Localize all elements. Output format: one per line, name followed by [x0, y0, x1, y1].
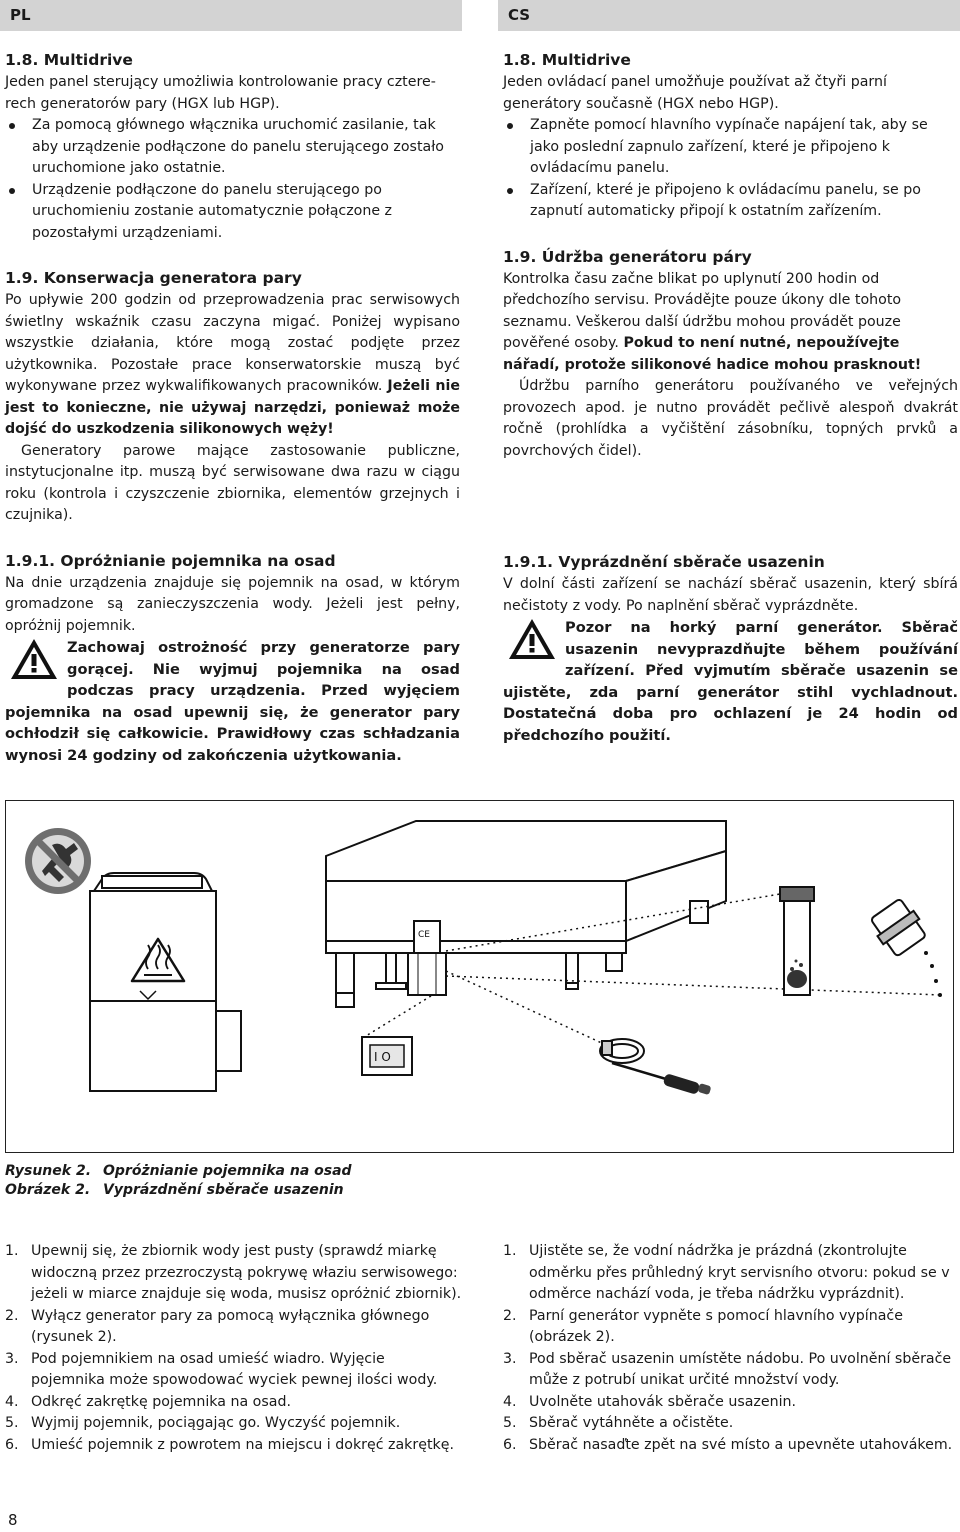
paragraph: Jeden ovládací panel umožňuje používat až čtyři parní generátory současně (HGX nebo HGP).: [503, 74, 887, 112]
language-tab-pl: [0, 0, 462, 31]
figure-caption: [5, 1162, 605, 1200]
step-item: [503, 1349, 955, 1392]
step-number: 3.: [5, 1350, 19, 1367]
steps-list-pl: [5, 1241, 463, 1456]
step-item: [503, 1241, 955, 1306]
paragraph: Generatory parowe mające zastosowanie publiczne, instytucjonalne itp. muszą być serwisowane dwa razu w ciągu roku (kontrola i czyszczenie zbiornika, elementów grzejnych i czujnika).: [5, 442, 460, 523]
step-number: 4.: [5, 1393, 19, 1410]
step-item: [5, 1392, 463, 1414]
paragraph-text: Kontrolka času začne blikat po uplynutí 200 hodin od předchozího servisu. Provádějte pouze úkony dle tohoto seznamu. Veškerou další údržbu mohou provádět pouze pověřené osoby.: [503, 270, 902, 351]
bullet-item: Za pomocą głównego włącznika uruchomić zasilanie, tak aby urządzenie podłączone do panelu sterującego zostało uruchomione jako ostatnie.: [5, 115, 460, 180]
switch-label: I O: [374, 1050, 391, 1064]
step-item: [5, 1349, 463, 1392]
step-text: Uvolněte utahovák sběrače usazenin.: [529, 1393, 797, 1410]
step-text: Wyjmij pojemnik, pociągając go. Wyczyść pojemnik.: [31, 1415, 401, 1431]
caution-block: [5, 637, 460, 766]
section-title: 1.9.1. Vyprázdnění sběrače usazenin: [503, 553, 825, 571]
step-number: 1.: [5, 1243, 19, 1259]
column-pl: [5, 48, 460, 766]
paragraph: Údržbu parního generátoru používaného ve veřejných provozech apod. je nutno provádět pečlivě alespoň dvakrát ročně (prohlídka a vyčištění zásobníku, topných prvků a povrchových čidel).: [503, 378, 958, 459]
step-text: Ujistěte se, že vodní nádržka je prázdná (zkontrolujte odměrku přes průhledný kryt servisního otvoru: pokud se v odměrce nachází voda, je třeba nádržku vyprázdnit).: [529, 1243, 950, 1302]
step-number: 5.: [5, 1415, 19, 1431]
step-number: 6.: [5, 1436, 19, 1453]
step-number: 2.: [5, 1307, 19, 1324]
step-item: [503, 1435, 955, 1457]
steam-generator-illustration: [6, 801, 952, 1151]
step-item: [503, 1413, 955, 1435]
ce-mark-label: CE: [418, 930, 430, 940]
caption-text: Vyprázdnění sběrače usazenin: [103, 1182, 344, 1198]
step-number: 3.: [503, 1350, 517, 1367]
paragraph-text: Po upływie 200 godzin od przeprowadzenia prac serwisowych świetlny wskaźnik czasu zaczyna migać. Poniżej wypisano wszystkie działania, które mogą zostać podjęte przez użytkownika. Pozostałe prace konserwatorskie muszą być wykonywane przez wykwalifikowanych pracowników.: [5, 292, 460, 394]
no-tools-icon: [25, 828, 91, 894]
step-text: Odkręć zakrętkę pojemnika na osad.: [31, 1393, 291, 1410]
step-text: Umieść pojemnik z powrotem na miejscu i dokręć zakrętkę.: [31, 1436, 454, 1453]
page-number: 8: [8, 1511, 18, 1529]
section-title: 1.9.1. Opróżnianie pojemnika na osad: [5, 551, 336, 570]
section-title: 1.9. Údržba generátoru páry: [503, 247, 752, 266]
caption-label: Rysunek 2.: [5, 1163, 92, 1179]
hose-clamp-icon: [600, 1039, 644, 1063]
step-number: 5.: [503, 1415, 517, 1431]
warning-triangle-icon: [9, 637, 59, 681]
language-tab-cs: [498, 0, 960, 31]
caption-label: Obrázek 2.: [5, 1182, 91, 1198]
column-cs: [503, 48, 958, 746]
step-text: Wyłącz generator pary za pomocą wyłącznika głównego (rysunek 2).: [31, 1307, 430, 1345]
step-number: 6.: [503, 1436, 517, 1453]
warning-text: Pokud to není nutné, nepoužívejte nářadí, protože silikonové hadice mohou prasknout!: [503, 335, 922, 373]
language-tab-label: PL: [10, 6, 31, 24]
section-title: 1.9. Konserwacja generatora pary: [5, 269, 302, 287]
step-text: Parní generátor vypněte s pomocí hlavního vypínače (obrázek 2).: [529, 1307, 903, 1345]
step-item: [5, 1241, 463, 1306]
figure-2: [5, 800, 954, 1153]
paragraph: Jeden panel sterujący umożliwia kontrolowanie pracy cztererech generatorów pary (HGX lub HGP).: [5, 74, 436, 112]
bullet-item: Zapněte pomocí hlavního vypínače napájení tak, aby se jako poslední zapnulo zařízení, které je připojeno k ovládacímu panelu.: [503, 115, 958, 180]
bullet-item: Zařízení, které je připojeno k ovládacímu panelu, se po zapnutí automaticky připojí k ostatním zařízením.: [503, 180, 958, 223]
step-number: 1.: [503, 1243, 517, 1259]
steps-list-cs: [503, 1241, 955, 1456]
step-number: 2.: [503, 1307, 517, 1324]
sediment-container-icon: [780, 887, 942, 997]
section-title: 1.8. Multidrive: [503, 51, 631, 69]
caution-block: [503, 617, 958, 746]
power-switch-icon: [362, 1037, 412, 1075]
paragraph: Na dnie urządzenia znajduje się pojemnik na osad, w którym gromadzone są zanieczyszczenia wody. Jeżeli jest pełny, opróżnij pojemnik.: [5, 574, 460, 634]
caution-text: Zachowaj ostrożność przy generatorze pary gorącej. Nie wyjmuj pojemnika na osad podczas pracy urządzenia. Przed wyjęciem pojemnika na osad upewnij się, że generator pary ochłodził się całkowicie. Prawidłowy czas schładzania wynosi 24 godziny od zakończenia użytkowania.: [5, 639, 460, 764]
step-text: Pod pojemnikiem na osad umieść wiadro. Wyjęcie pojemnika może spowodować wyciek pewnej ilości wody.: [31, 1350, 438, 1388]
paragraph: [503, 269, 958, 377]
bullet-item: Urządzenie podłączone do panelu sterującego po uruchomieniu zostanie automatycznie połączone z pozostałymi urządzeniami.: [5, 180, 460, 245]
section-title: 1.8. Multidrive: [5, 51, 133, 69]
paragraph: V dolní části zařízení se nachází sběrač usazenin, který sbírá nečistoty z vody. Po naplnění sběrač vyprázdněte.: [503, 576, 958, 614]
warning-triangle-icon: [507, 617, 557, 661]
language-tab-label: CS: [508, 6, 531, 24]
step-item: [503, 1392, 955, 1414]
step-text: Sběrač vytáhněte a očistěte.: [529, 1415, 734, 1431]
step-number: 4.: [503, 1393, 517, 1410]
step-item: [503, 1306, 955, 1349]
step-text: Sběrač nasaďte zpět na své místo a upevněte utahovákem.: [529, 1436, 953, 1453]
caution-text: Pozor na horký parní generátor. Sběrač usazenin nevyprazdňujte během používání zařízení. Před vyjmutím sběrače usazenin se ujistěte, zda parní generátor stihl vychladnout. Dostatečná doba pro ochlazení je 24 hodin od předchozího použití.: [503, 619, 958, 744]
step-item: [5, 1306, 463, 1349]
paragraph: [5, 290, 460, 441]
caption-text: Opróżnianie pojemnika na osad: [103, 1163, 352, 1179]
step-text: Upewnij się, że zbiornik wody jest pusty (sprawdź miarkę widoczną przez przezroczystą pokrywę właziu serwisowego: jeżeli w miarce znajduje się woda, musisz opróżnić zbiornik).: [31, 1243, 462, 1302]
step-item: [5, 1435, 463, 1457]
warning-text: Jeżeli nie jest to konieczne, nie używaj narzędzi, ponieważ może dojść do uszkodzenia silikonowych węży!: [5, 378, 460, 437]
screwdriver-icon: [612, 1063, 711, 1095]
step-item: [5, 1413, 463, 1435]
step-text: Pod sběrač usazenin umístěte nádobu. Po uvolnění sběrače může z potrubí unikat určité množství vody.: [529, 1350, 952, 1388]
